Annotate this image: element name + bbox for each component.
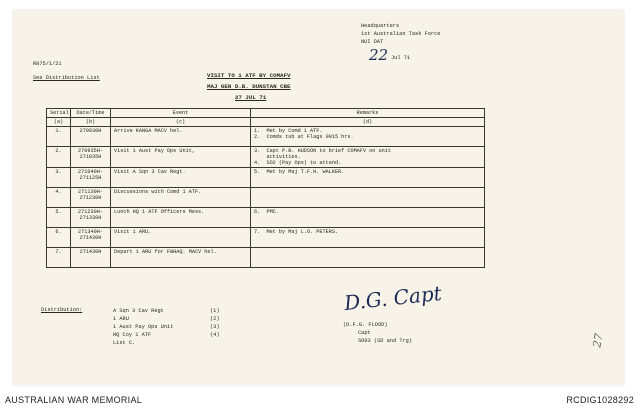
remark-line: 7. Met by Maj L.O. PETERS. (254, 229, 339, 235)
distribution-copy-number: (1) (210, 308, 220, 314)
header-event: Event (111, 109, 251, 118)
hq-line-3: NUI DAT (361, 39, 384, 45)
table-body (47, 127, 485, 268)
event-cell: Discussions with Comd 1 ATF. (111, 188, 251, 208)
remarks-cell (251, 188, 485, 208)
distribution-label: Distribution: (41, 307, 83, 313)
hq-line-1: Headquarters (361, 23, 400, 29)
table-row (47, 208, 485, 228)
title-line-1: VISIT TO 1 ATF BY COMAFV (207, 72, 291, 79)
footer-source: AUSTRALIAN WAR MEMORIAL (5, 395, 143, 405)
serial-cell: 5. (47, 208, 71, 228)
remarks-cell (251, 147, 485, 168)
distribution-item: A Sqn 3 Cav Regt (113, 308, 164, 314)
remark-line: 1. Met by Comd 1 ATF. (254, 128, 323, 134)
event-cell: Arrive KANGA MACV hel. (111, 127, 251, 147)
remarks-cell (251, 208, 485, 228)
datetime-cell: 270930H (71, 127, 111, 147)
subheader-d: (d) (251, 118, 485, 127)
distribution-item: 1 ARU (113, 316, 129, 322)
distribution-reference: See Distribution List (33, 75, 100, 81)
datetime-cell: 271430H (71, 248, 111, 268)
header-remarks: Remarks (251, 109, 485, 118)
event-cell: Visit A Sqn 3 Cav Regt. (111, 168, 251, 188)
distribution-item: HQ Coy 1 ATF (113, 332, 152, 338)
event-cell: Visit 1 Aust Pay Ops Unit, (111, 147, 251, 168)
remark-line: 5. Met by Maj T.F.H. WALKER. (254, 169, 345, 175)
remarks-cell (251, 248, 485, 268)
remark-line: 4. SO2 (Pay Ops) to attend. (254, 160, 342, 166)
footer-id: RCDIG1028292 (566, 395, 634, 405)
remark-line: 6. PMC. (254, 209, 279, 215)
header-datetime: Date/Time (71, 109, 111, 118)
serial-cell: 2. (47, 147, 71, 168)
datetime-cell: 271230H- 271330H (71, 208, 111, 228)
signatory-name: (D.F.G. FLOOD) (343, 322, 388, 328)
table-row (47, 228, 485, 248)
hq-line-2: 1st Australian Task Force (361, 31, 441, 37)
subheader-a: (a) (47, 118, 71, 127)
datetime-cell: 271340H- 271430H (71, 228, 111, 248)
serial-cell: 3. (47, 168, 71, 188)
table-row (47, 168, 485, 188)
distribution-copy-number: (2) (210, 316, 220, 322)
remark-line: 3. Capt P.B. HUDSON to brief COMAFV on unit (254, 148, 391, 154)
document-page (13, 10, 624, 385)
serial-cell: 1. (47, 127, 71, 147)
table-row (47, 188, 485, 208)
event-cell: Lunch HQ 1 ATF Officers Mess. (111, 208, 251, 228)
remarks-cell (251, 127, 485, 147)
subheader-c: (c) (111, 118, 251, 127)
datetime-cell: 271040H- 271125H (71, 168, 111, 188)
distribution-item: 1 Aust Pay Ops Unit (113, 324, 174, 330)
serial-cell: 7. (47, 248, 71, 268)
file-reference: R875/1/21 (33, 61, 62, 67)
remark-line: 2. Comds tub at Flags 0915 hrs. (254, 134, 354, 140)
datetime-cell: 271130H- 271230H (71, 188, 111, 208)
remarks-cell (251, 168, 485, 188)
header-serial: Serial (47, 109, 71, 118)
visit-programme-table (46, 108, 485, 268)
signatory-appointment: SO03 (SD and Trg) (358, 338, 413, 344)
table-row (47, 248, 485, 268)
datetime-cell: 270935H- 271035H (71, 147, 111, 168)
signatory-rank: Capt (358, 330, 371, 336)
title-line-2: MAJ GEN D.B. DUNSTAN CBE (207, 83, 291, 90)
margin-pencil-note: 27 (590, 332, 606, 349)
event-cell: Depart 1 ARU for FWHAQ. MACV hel. (111, 248, 251, 268)
signature-scrawl: D.G. Capt (343, 280, 443, 316)
serial-cell: 6. (47, 228, 71, 248)
serial-cell: 4. (47, 188, 71, 208)
distribution-copy-number: (3) (210, 324, 220, 330)
subheader-b: (b) (71, 118, 111, 127)
distribution-item: List C. (113, 340, 136, 346)
distribution-copy-number: (4) (210, 332, 220, 338)
handwritten-date: 22 (369, 46, 389, 64)
table-row (47, 147, 485, 168)
remarks-cell (251, 228, 485, 248)
date-month: Jul 71 (391, 55, 411, 61)
event-cell: Visit 1 ARU. (111, 228, 251, 248)
table-row (47, 127, 485, 147)
remark-line: activities. (254, 154, 301, 160)
title-line-3: 27 JUL 71 (235, 94, 267, 101)
